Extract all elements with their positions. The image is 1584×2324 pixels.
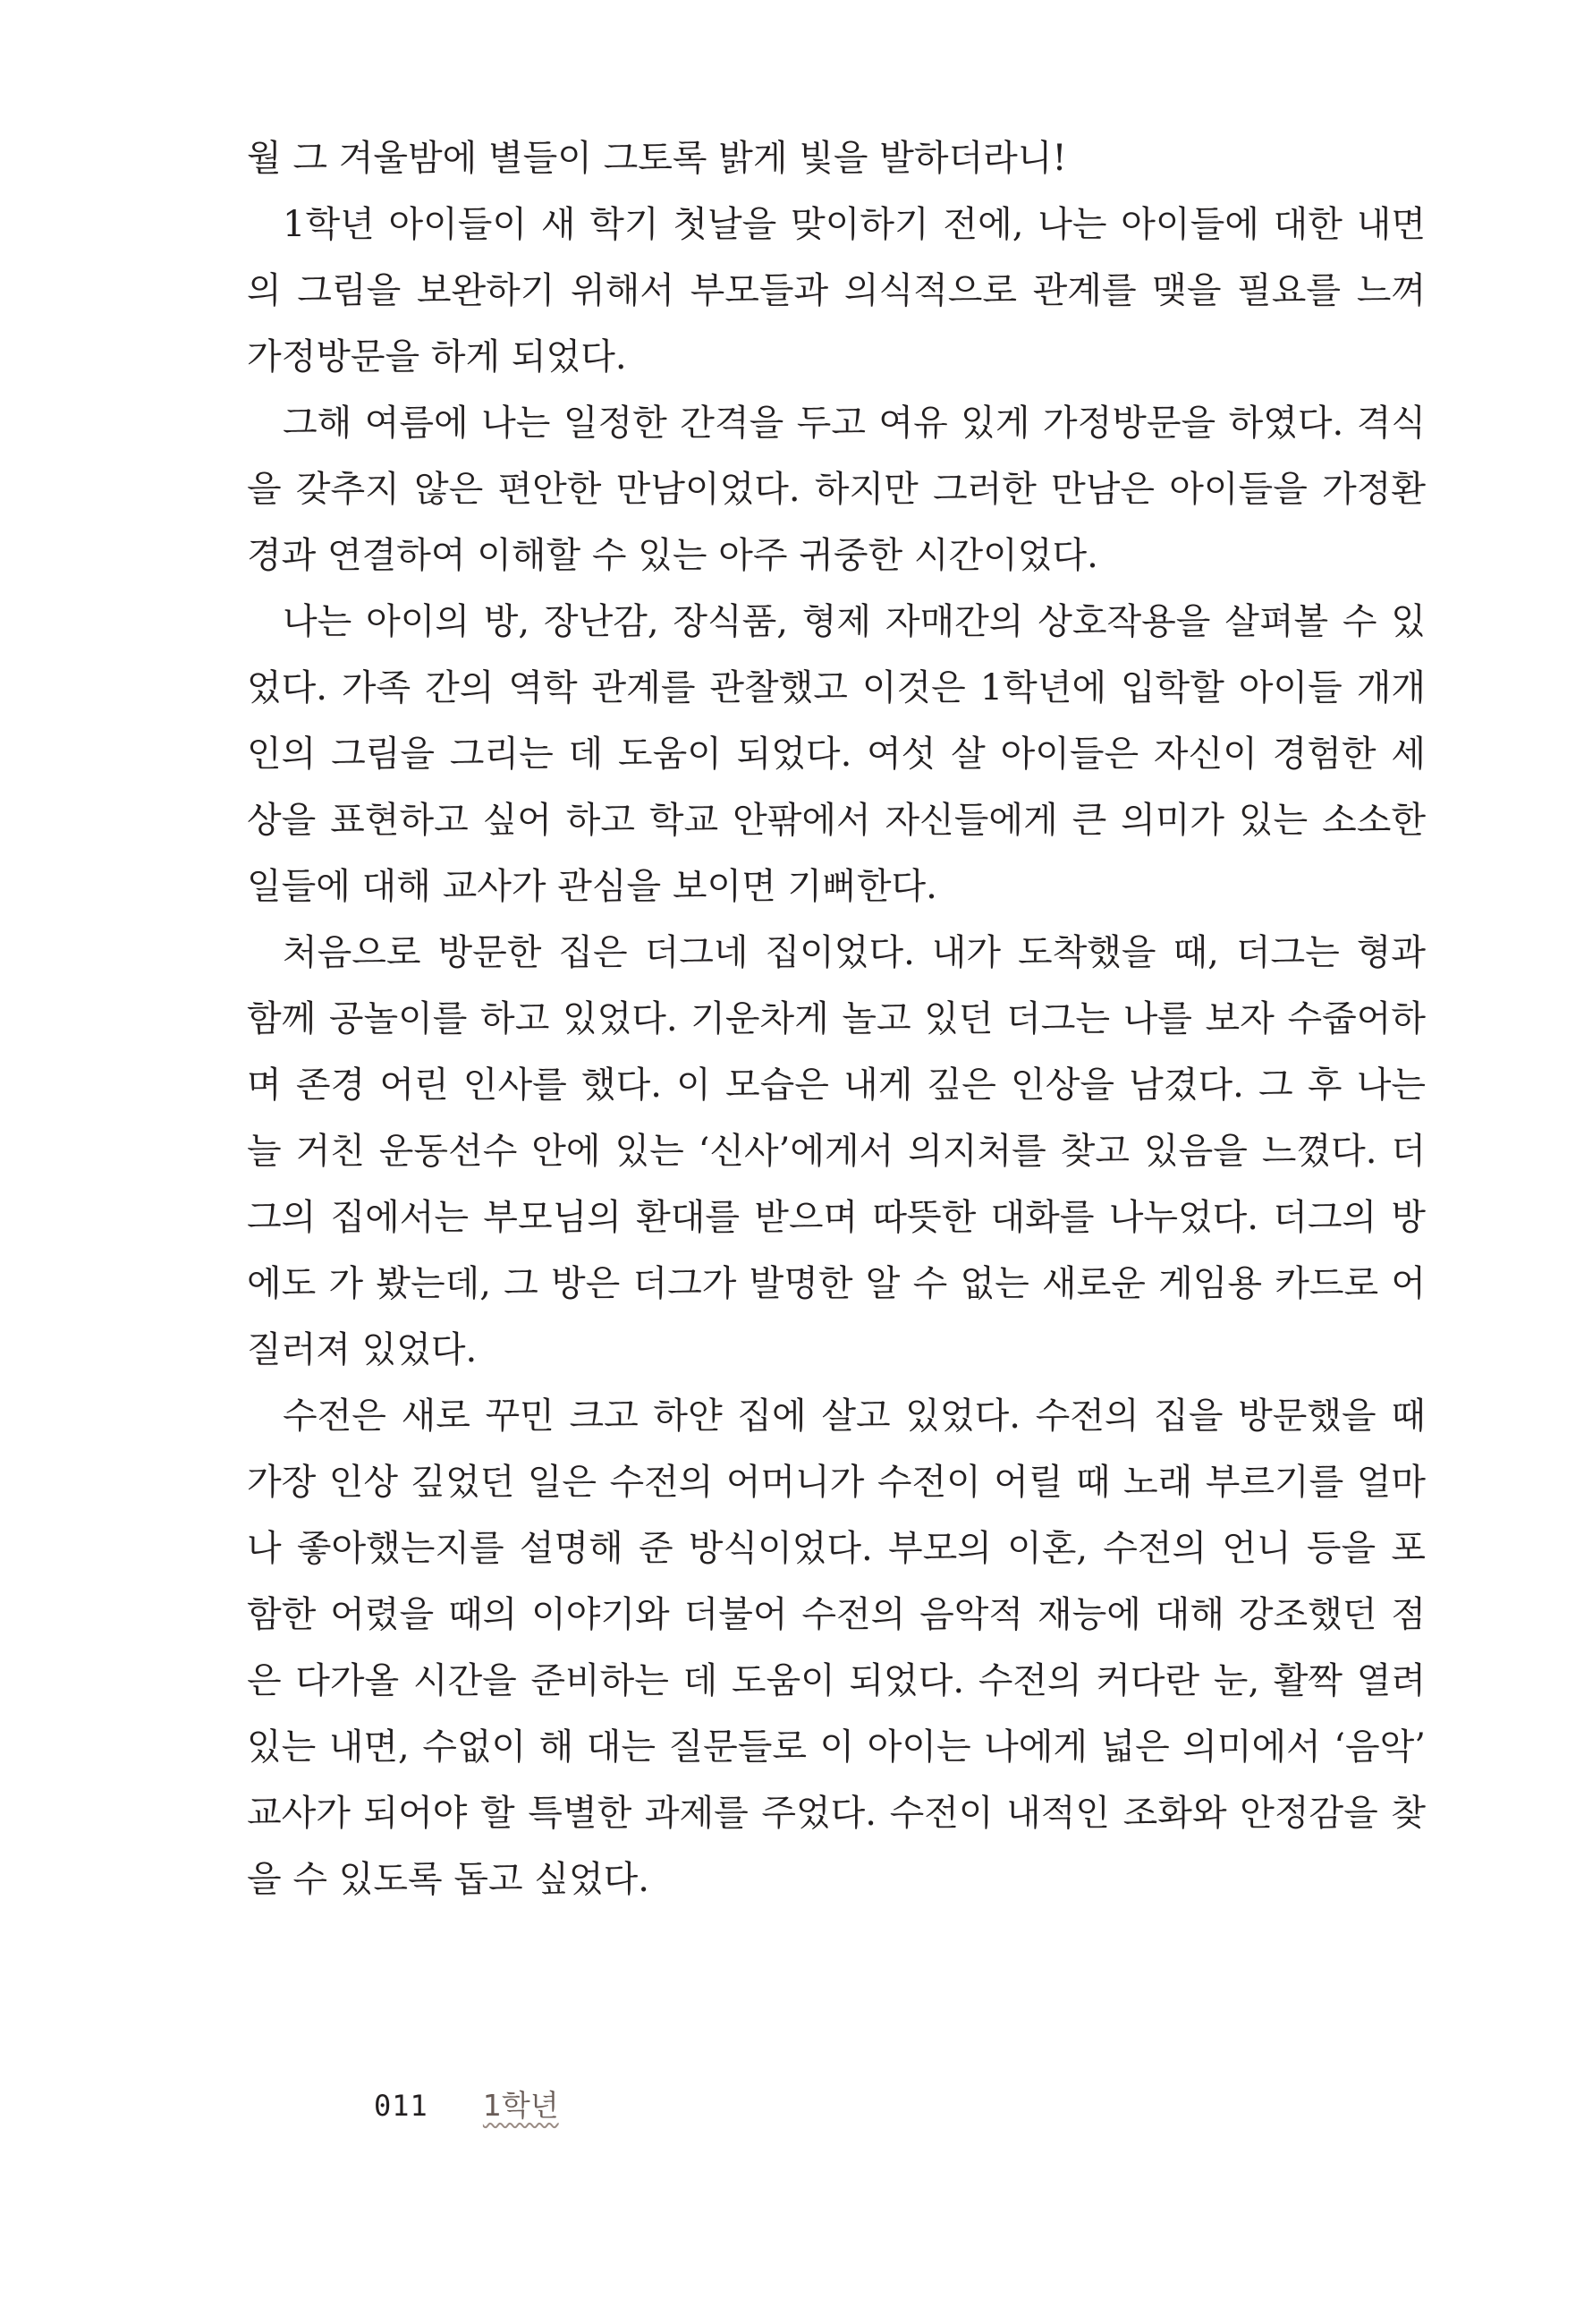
running-head: 1학년	[482, 2087, 559, 2123]
text-line: 경과 연결하여 이해할 수 있는 아주 귀중한 시간이었다.	[247, 535, 1098, 576]
text-line: 의 그림을 보완하기 위해서 부모들과 의식적으로 관계를 맺을 필요를 느껴	[247, 270, 1426, 311]
page-number: 011	[374, 2088, 428, 2123]
text-line: 처음으로 방문한 집은 더그네 집이었다. 내가 도착했을 때, 더그는 형과	[283, 932, 1426, 973]
text-line: 교사가 되어야 할 특별한 과제를 주었다. 수전이 내적인 조화와 안정감을 찾	[247, 1793, 1426, 1834]
text-line: 있는 내면, 수없이 해 대는 질문들로 이 아이는 나에게 넓은 의미에서 ‘음악’	[247, 1726, 1426, 1768]
text-line: 었다. 가족 간의 역학 관계를 관찰했고 이것은 1학년에 입학할 아이들 개개	[247, 667, 1426, 708]
text-line: 나 좋아했는지를 설명해 준 방식이었다. 부모의 이혼, 수전의 언니 등을 포	[247, 1528, 1426, 1569]
text-line: 을 수 있도록 돕고 싶었다.	[247, 1859, 649, 1900]
text-line: 일들에 대해 교사가 관심을 보이면 기뻐한다.	[247, 866, 937, 907]
text-line: 그의 집에서는 부모님의 환대를 받으며 따뜻한 대화를 나누었다. 더그의 방	[247, 1197, 1426, 1238]
text-line: 을 갖추지 않은 편안한 만남이었다. 하지만 그러한 만남은 아이들을 가정환	[247, 469, 1426, 510]
text-line: 1학년 아이들이 새 학기 첫날을 맞이하기 전에, 나는 아이들에 대한 내면	[283, 204, 1426, 245]
text-line: 며 존경 어린 인사를 했다. 이 모습은 내게 깊은 인상을 남겼다. 그 후 나는	[247, 1064, 1426, 1106]
text-line: 가장 인상 깊었던 일은 수전의 어머니가 수전이 어릴 때 노래 부르기를 얼마	[247, 1462, 1426, 1503]
text-line: 그해 여름에 나는 일정한 간격을 두고 여유 있게 가정방문을 하였다. 격식	[283, 403, 1426, 444]
text-line: 은 다가올 시간을 준비하는 데 도움이 되었다. 수전의 커다란 눈, 활짝 열려	[247, 1660, 1426, 1701]
text-line: 함께 공놀이를 하고 있었다. 기운차게 놀고 있던 더그는 나를 보자 수줍어하	[247, 998, 1426, 1039]
text-line: 수전은 새로 꾸민 크고 하얀 집에 살고 있었다. 수전의 집을 방문했을 때	[283, 1395, 1426, 1437]
text-line: 함한 어렸을 때의 이야기와 더불어 수전의 음악적 재능에 대해 강조했던 점	[247, 1594, 1426, 1635]
text-line: 나는 아이의 방, 장난감, 장식품, 형제 자매간의 상호작용을 살펴볼 수 있	[283, 601, 1426, 642]
page-footer	[374, 2082, 559, 2127]
text-line: 질러져 있었다.	[247, 1329, 478, 1370]
text-line: 늘 거친 운동선수 안에 있는 ‘신사’에게서 의지처를 찾고 있음을 느꼈다. 더	[247, 1131, 1426, 1172]
text-line: 상을 표현하고 싶어 하고 학교 안팎에서 자신들에게 큰 의미가 있는 소소한	[247, 800, 1426, 841]
text-line: 가정방문을 하게 되었다.	[247, 336, 627, 377]
text-line: 월 그 겨울밤에 별들이 그토록 밝게 빛을 발하더라니!	[247, 138, 1067, 179]
text-line: 인의 그림을 그리는 데 도움이 되었다. 여섯 살 아이들은 자신이 경험한 세	[247, 734, 1426, 775]
text-line: 에도 가 봤는데, 그 방은 더그가 발명한 알 수 없는 새로운 게임용 카드로 어	[247, 1263, 1426, 1304]
body-text	[247, 125, 1426, 1913]
